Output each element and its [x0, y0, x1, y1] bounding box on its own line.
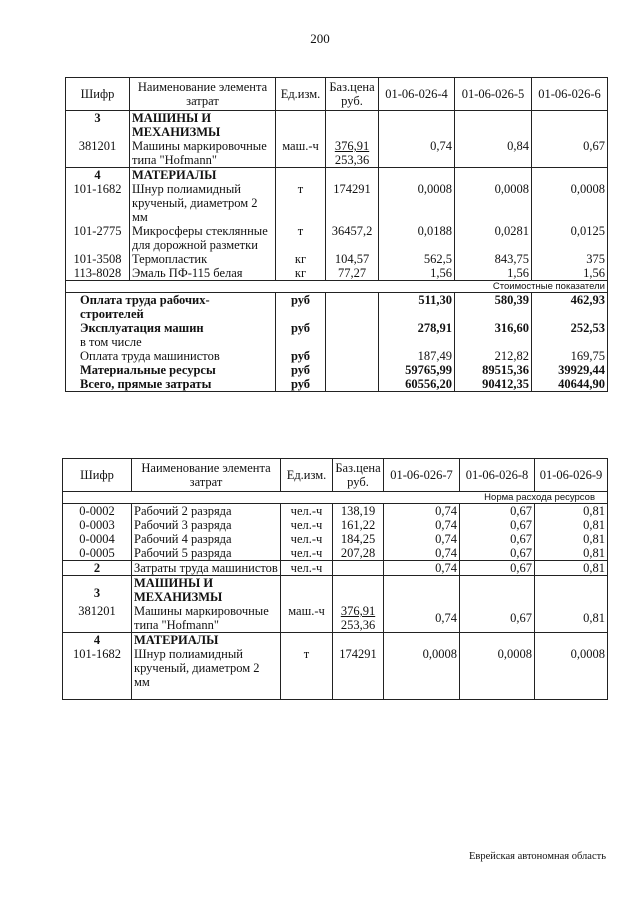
row-code: 3	[63, 576, 132, 605]
table-header-row	[63, 459, 608, 492]
row-code: 101-2775	[66, 224, 130, 252]
row-code: 0-0003	[63, 518, 132, 532]
table-row	[66, 139, 608, 168]
table-row	[66, 182, 608, 224]
row-unit: т	[281, 647, 333, 699]
cost-value: 90412,35	[455, 377, 532, 392]
cost-value: 40644,90	[532, 377, 608, 392]
row-value: 0,81	[535, 561, 608, 576]
row-value: 0,74	[384, 504, 460, 519]
row-name: Термопластик	[130, 252, 276, 266]
header-base-price: Баз.цена руб.	[326, 78, 379, 111]
header-col-4: 01-06-026-4	[379, 78, 455, 111]
cost-value: 187,49	[379, 349, 455, 363]
row-value: 0,0008	[455, 182, 532, 224]
row-value: 1,56	[532, 266, 608, 281]
row-price: 161,22	[333, 518, 384, 532]
table-row	[63, 576, 608, 605]
row-value: 0,81	[535, 518, 608, 532]
row-value: 0,81	[535, 532, 608, 546]
row-code: 101-3508	[66, 252, 130, 266]
row-value: 0,67	[532, 139, 608, 168]
table-row	[63, 504, 608, 519]
cost-unit: руб	[276, 349, 326, 363]
cost-unit	[276, 335, 326, 349]
cost-unit: руб	[276, 377, 326, 392]
row-price: 36457,2	[326, 224, 379, 252]
price-value-secondary: 253,36	[340, 618, 376, 632]
row-value: 843,75	[455, 252, 532, 266]
row-value: 562,5	[379, 252, 455, 266]
row-value: 0,67	[460, 561, 535, 576]
row-value: 0,74	[384, 561, 460, 576]
row-name: МАТЕРИАЛЫ	[132, 633, 281, 648]
header-unit: Ед.изм.	[281, 459, 333, 492]
row-unit: чел.-ч	[281, 518, 333, 532]
row-value: 0,0008	[384, 647, 460, 699]
cost-name: Всего, прямые затраты	[66, 377, 276, 392]
row-value: 0,81	[535, 604, 608, 633]
row-unit: чел.-ч	[281, 504, 333, 519]
table-row	[63, 647, 608, 699]
row-unit: чел.-ч	[281, 561, 333, 576]
price-value: 376,91	[334, 139, 370, 153]
row-price	[326, 139, 379, 168]
cost-value: 89515,36	[455, 363, 532, 377]
row-name: Рабочий 2 разряда	[132, 504, 281, 519]
cost-value	[455, 335, 532, 349]
header-col-9: 01-06-026-9	[535, 459, 608, 492]
cost-unit: руб	[276, 321, 326, 335]
cost-value: 59765,99	[379, 363, 455, 377]
row-unit: чел.-ч	[281, 546, 333, 561]
cost-name: в том числе	[66, 335, 276, 349]
resource-table-1	[65, 77, 608, 392]
section-label-row	[66, 281, 608, 293]
cost-unit: руб	[276, 363, 326, 377]
row-price	[333, 604, 384, 633]
row-unit: т	[276, 224, 326, 252]
row-name: МАТЕРИАЛЫ	[130, 168, 276, 183]
header-code: Шифр	[63, 459, 132, 492]
row-value: 0,67	[460, 504, 535, 519]
cost-name: Оплата труда машинистов	[66, 349, 276, 363]
table-row	[66, 224, 608, 252]
cost-name: Материальные ресурсы	[66, 363, 276, 377]
row-value: 0,67	[460, 532, 535, 546]
cost-row	[66, 377, 608, 392]
row-name: Машины маркировочные типа "Hofmann"	[130, 139, 276, 168]
row-unit: маш.-ч	[276, 139, 326, 168]
cost-value: 316,60	[455, 321, 532, 335]
row-price: 174291	[326, 182, 379, 224]
row-value: 0,67	[460, 518, 535, 532]
table-row	[66, 252, 608, 266]
cost-row	[66, 349, 608, 363]
cost-value	[532, 335, 608, 349]
row-price: 138,19	[333, 504, 384, 519]
row-value: 1,56	[379, 266, 455, 281]
row-name: Рабочий 3 разряда	[132, 518, 281, 532]
row-value: 0,0125	[532, 224, 608, 252]
row-value: 0,84	[455, 139, 532, 168]
header-name: Наименование элемента затрат	[132, 459, 281, 492]
cost-value: 60556,20	[379, 377, 455, 392]
table-row	[63, 518, 608, 532]
row-name: Машины маркировочные типа "Hofmann"	[132, 604, 281, 633]
section-label: Норма расхода ресурсов	[63, 492, 608, 504]
price-value-secondary: 253,36	[334, 153, 370, 167]
row-name: Шнур полиамидный крученый, диаметром 2 мм	[132, 647, 281, 699]
table-row	[66, 168, 608, 183]
row-unit: кг	[276, 266, 326, 281]
row-price: 77,27	[326, 266, 379, 281]
footer-region: Еврейская автономная область	[469, 851, 606, 862]
row-price: 207,28	[333, 546, 384, 561]
section-label-row	[63, 492, 608, 504]
row-value: 0,0281	[455, 224, 532, 252]
row-unit: чел.-ч	[281, 532, 333, 546]
cost-name: Оплата труда рабочих-строителей	[66, 293, 276, 322]
row-value: 375	[532, 252, 608, 266]
row-name: Эмаль ПФ-115 белая	[130, 266, 276, 281]
cost-value: 580,39	[455, 293, 532, 322]
row-price	[333, 561, 384, 576]
table-row	[66, 111, 608, 140]
row-value: 0,67	[460, 604, 535, 633]
row-name: МАШИНЫ И МЕХАНИЗМЫ	[132, 576, 281, 605]
cost-value	[379, 335, 455, 349]
row-code: 101-1682	[66, 182, 130, 224]
table-row	[63, 604, 608, 633]
row-value: 0,74	[384, 604, 460, 633]
cost-name: Эксплуатация машин	[66, 321, 276, 335]
page-number: 200	[310, 31, 330, 46]
row-code: 381201	[66, 139, 130, 168]
row-value: 0,74	[384, 546, 460, 561]
row-code: 4	[63, 633, 132, 648]
header-col-7: 01-06-026-7	[384, 459, 460, 492]
price-value: 376,91	[340, 604, 376, 618]
row-price: 104,57	[326, 252, 379, 266]
table-header-row	[66, 78, 608, 111]
row-value: 0,0008	[532, 182, 608, 224]
cost-row	[66, 321, 608, 335]
header-col-5: 01-06-026-5	[455, 78, 532, 111]
row-unit: т	[276, 182, 326, 224]
row-unit: маш.-ч	[281, 604, 333, 633]
cost-unit: руб	[276, 293, 326, 322]
header-code: Шифр	[66, 78, 130, 111]
cost-row	[66, 293, 608, 322]
row-name: Рабочий 4 разряда	[132, 532, 281, 546]
cost-row	[66, 363, 608, 377]
resource-table-2	[62, 458, 608, 700]
cost-row	[66, 335, 608, 349]
cost-value: 252,53	[532, 321, 608, 335]
row-unit: кг	[276, 252, 326, 266]
section-label: Стоимостные показатели	[66, 281, 608, 293]
row-value: 0,0008	[460, 647, 535, 699]
header-base-price: Баз.цена руб.	[333, 459, 384, 492]
row-code: 0-0004	[63, 532, 132, 546]
row-code: 113-8028	[66, 266, 130, 281]
cost-value: 278,91	[379, 321, 455, 335]
table-row	[66, 266, 608, 281]
row-value: 0,74	[384, 518, 460, 532]
row-value: 1,56	[455, 266, 532, 281]
row-name: Микросферы стеклянные для дорожной разметки	[130, 224, 276, 252]
table-row	[63, 633, 608, 648]
row-name: Шнур полиамидный крученый, диаметром 2 мм	[130, 182, 276, 224]
row-name: МАШИНЫ И МЕХАНИЗМЫ	[130, 111, 276, 140]
row-code: 101-1682	[63, 647, 132, 699]
row-value: 0,74	[379, 139, 455, 168]
header-col-6: 01-06-026-6	[532, 78, 608, 111]
table-row	[63, 561, 608, 576]
row-value: 0,81	[535, 504, 608, 519]
row-value: 0,67	[460, 546, 535, 561]
row-code: 4	[66, 168, 130, 183]
row-value: 0,0008	[379, 182, 455, 224]
row-price: 174291	[333, 647, 384, 699]
table-row	[63, 546, 608, 561]
row-code: 2	[63, 561, 132, 576]
row-name: Затраты труда машинистов	[132, 561, 281, 576]
row-value: 0,81	[535, 546, 608, 561]
row-code: 381201	[63, 604, 132, 633]
cost-value: 169,75	[532, 349, 608, 363]
cost-value: 39929,44	[532, 363, 608, 377]
table-row	[63, 532, 608, 546]
row-code: 3	[66, 111, 130, 140]
row-value: 0,0188	[379, 224, 455, 252]
cost-value: 462,93	[532, 293, 608, 322]
row-code: 0-0005	[63, 546, 132, 561]
row-value: 0,74	[384, 532, 460, 546]
row-value: 0,0008	[535, 647, 608, 699]
header-unit: Ед.изм.	[276, 78, 326, 111]
row-price: 184,25	[333, 532, 384, 546]
cost-value: 511,30	[379, 293, 455, 322]
row-name: Рабочий 5 разряда	[132, 546, 281, 561]
row-code: 0-0002	[63, 504, 132, 519]
header-col-8: 01-06-026-8	[460, 459, 535, 492]
cost-value: 212,82	[455, 349, 532, 363]
header-name: Наименование элемента затрат	[130, 78, 276, 111]
